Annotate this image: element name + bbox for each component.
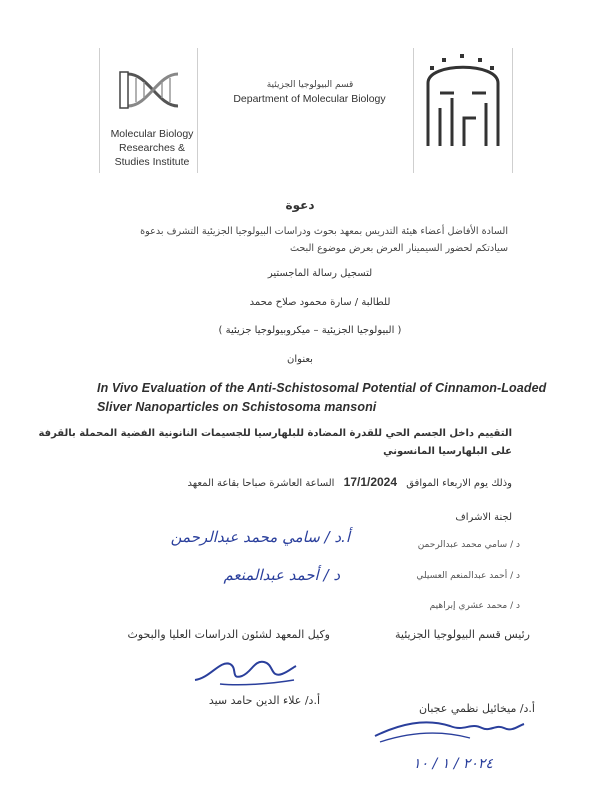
header-divider-right-b: [512, 48, 513, 173]
committee-heading: لجنة الاشراف: [455, 512, 512, 523]
institute-name: [104, 127, 200, 169]
header-divider-left: [99, 48, 100, 173]
thesis-title-ar-line-2: على البلهارسيا المانسوني: [383, 446, 512, 457]
student-name: للطالبة / سارة محمود صلاح محمد: [249, 297, 391, 308]
invitation-heading: دعوة: [285, 198, 315, 212]
intro-line-1: السادة الأفاضل أعضاء هيئة التدريس بمعهد بحوث ودراسات البيولوجيا الجزيئية التشرف بدعوة: [140, 226, 508, 237]
committee-member: د / سامي محمد عبدالرحمن: [417, 540, 520, 550]
intro-line-2: سيادتكم لحضور السيمينار العرض بعرض موضوع البحث: [289, 243, 508, 254]
date-after-text: الساعة العاشرة صباحا بقاعة المعهد: [187, 478, 335, 489]
thesis-title-en-line-2: Sliver Nanoparticles on Schistosoma mansoni: [97, 400, 377, 414]
vice-dean-signature-icon: [190, 650, 300, 690]
vice-dean-title: وكيل المعهد لشئون الدراسات العليا والبحوث: [127, 628, 330, 641]
institute-name-line: Studies Institute: [114, 156, 190, 168]
institute-name-line: Researches &: [119, 142, 185, 154]
committee-signature-2: د / أحمد عبدالمنعم: [223, 566, 340, 584]
specialty-text: ( البيولوجيا الجزيئية – ميكروبيولوجيا جزيئية ): [218, 325, 402, 336]
dept-head-name: أ.د/ ميخائيل نظمي عجبان: [418, 702, 535, 715]
purpose-text: لتسجيل رسالة الماجستير: [267, 268, 373, 279]
handwritten-date: ٢٠٢٤ / ١ / ١٠: [413, 756, 493, 772]
department-name-en: Department of Molecular Biology: [233, 93, 386, 105]
institute-name-line: Molecular Biology: [110, 128, 194, 140]
department-name-ar: قسم البيولوجيا الجزيئية: [266, 80, 354, 90]
university-logo: [420, 48, 506, 150]
dept-head-signature-icon: [370, 710, 530, 750]
vice-dean-name: أ.د/ علاء الدين حامد سيد: [208, 694, 320, 707]
committee-member: د / محمد عشري إبراهيم: [429, 601, 520, 611]
institute-dna-logo-icon: [118, 70, 188, 110]
date-before-text: وذلك يوم الاربعاء الموافق: [406, 478, 512, 489]
thesis-title-ar-line-1: التقييم داخل الجسم الحي للقدرة المضادة للبلهارسيا للجسيمات النانونية الفضية المحملة بالقرفة: [38, 428, 512, 439]
dept-head-title: رئيس قسم البيولوجيا الجزيئية: [394, 628, 530, 641]
university-logo-icon: [420, 48, 506, 150]
thesis-title-en-line-1: In Vivo Evaluation of the Anti-Schistosomal Potential of Cinnamon-Loaded: [97, 381, 547, 395]
header-divider-right-a: [413, 48, 414, 173]
date-line: [96, 475, 512, 489]
committee-member: د / أحمد عبدالمنعم العسيلي: [416, 571, 520, 581]
committee-signature-1: أ.د / سامي محمد عبدالرحمن: [170, 528, 350, 546]
seminar-date: 17/1/2024: [343, 475, 398, 489]
titled-label: بعنوان: [287, 354, 313, 365]
